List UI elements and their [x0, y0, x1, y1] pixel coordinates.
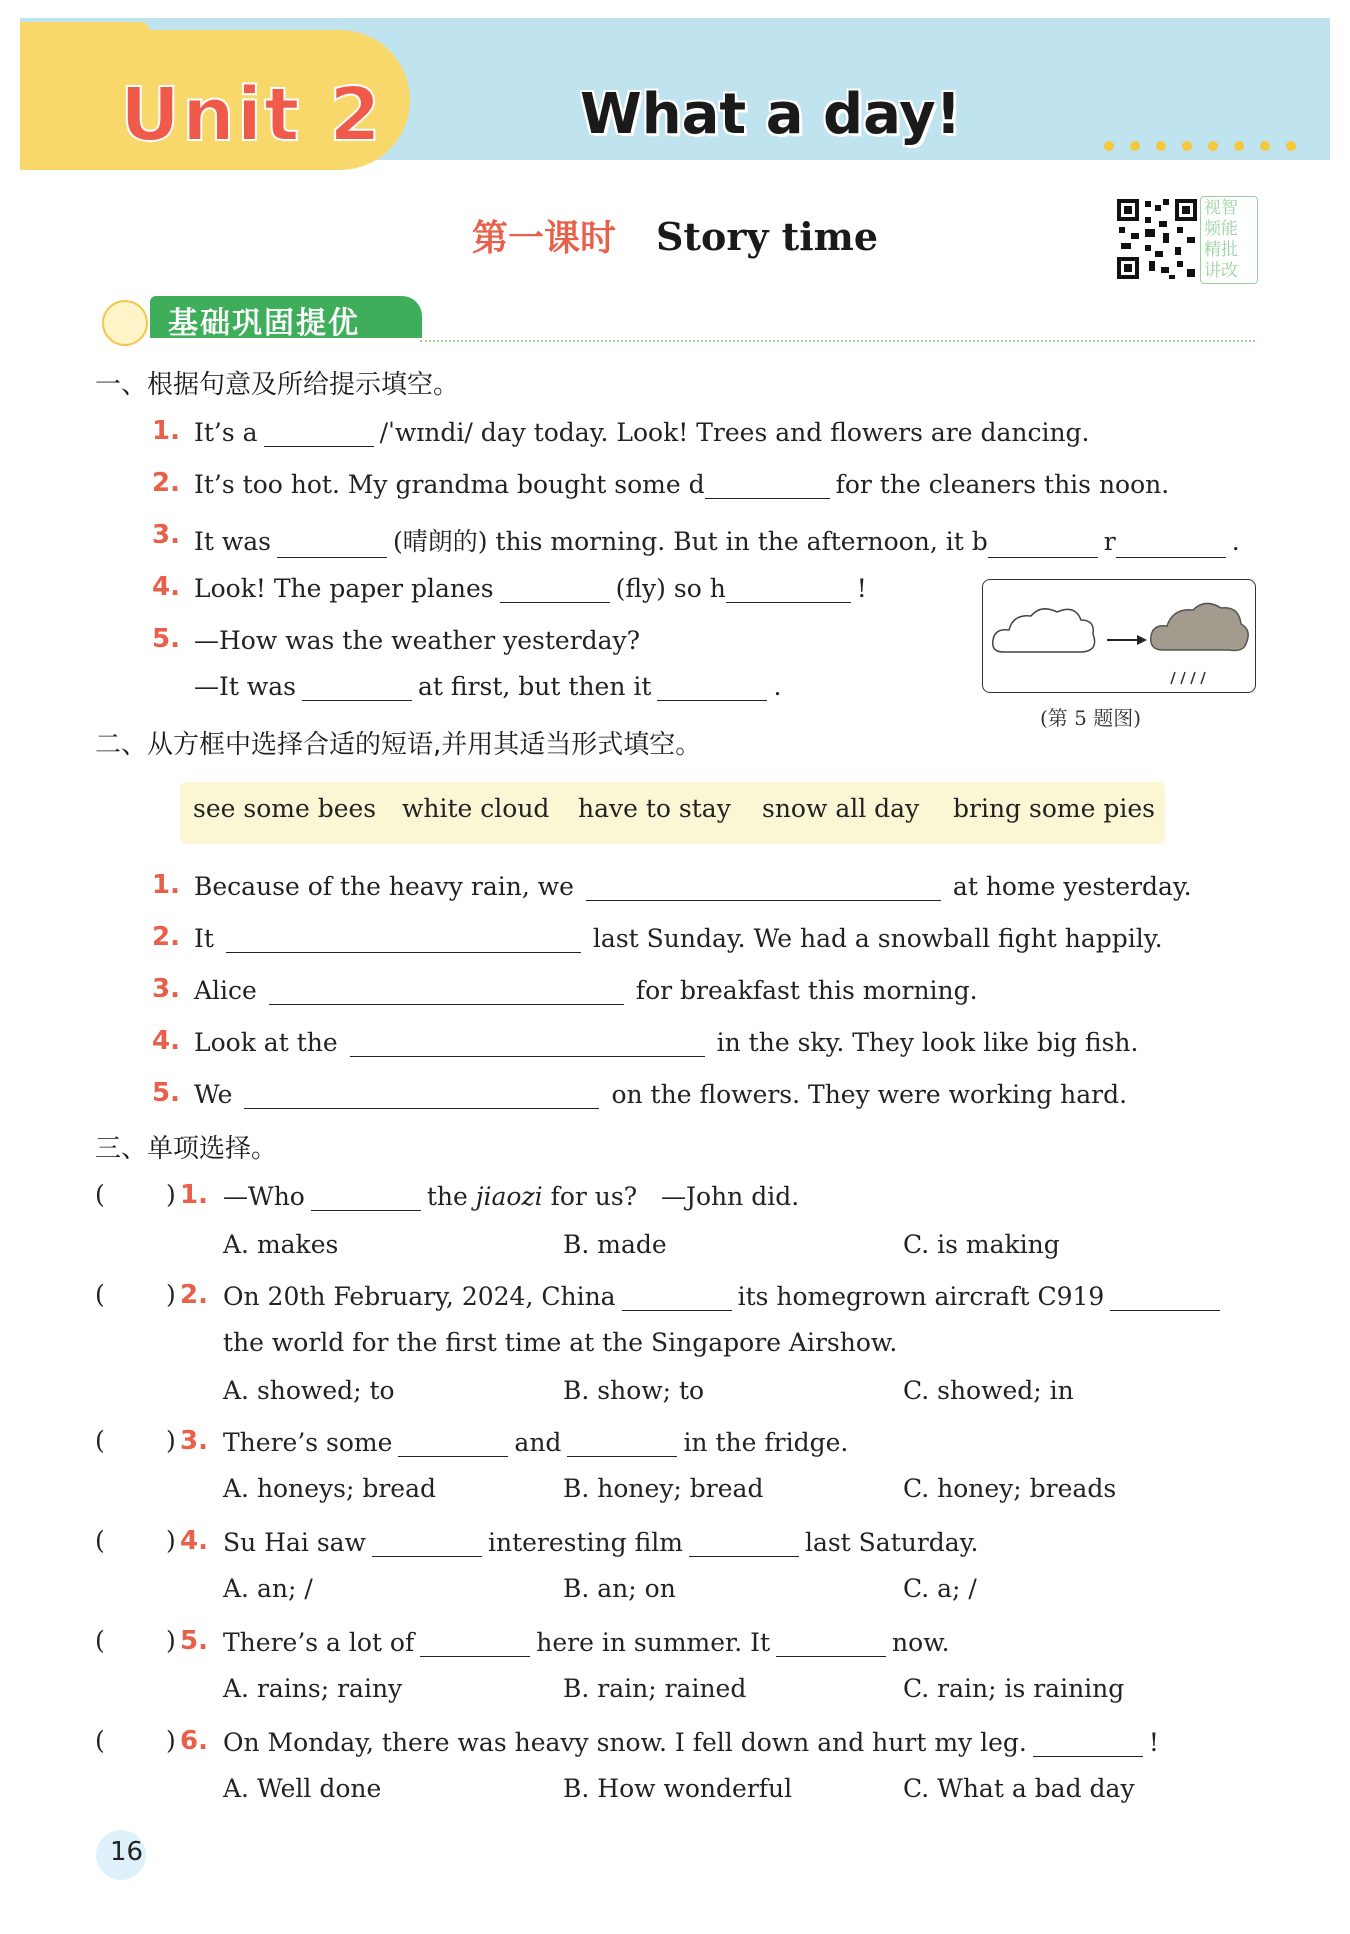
question-number: 2.	[152, 468, 180, 498]
unit-title: What a day!	[580, 82, 962, 147]
text: It’s a	[194, 418, 258, 447]
text: its homegrown aircraft C919	[737, 1282, 1105, 1311]
word-option: bring some pies	[953, 794, 1155, 823]
question-number: 2.	[152, 922, 180, 952]
question-number: 4.	[180, 1526, 208, 1556]
text: the	[426, 1182, 468, 1211]
part1-q2	[194, 470, 1169, 499]
decor-dots	[1104, 136, 1324, 150]
part3-q5	[223, 1628, 950, 1657]
text: We	[194, 1080, 233, 1109]
text: On Monday, there was heavy snow. I fell down and hurt my leg.	[223, 1728, 1027, 1757]
text: in the fridge.	[683, 1428, 849, 1457]
lesson-title-cn: 第一课时	[471, 217, 616, 259]
question-number: 6.	[180, 1726, 208, 1756]
text: It	[194, 924, 214, 953]
part1-q4	[194, 574, 867, 603]
text: for the cleaners this noon.	[835, 470, 1170, 499]
answer-paren-open: (	[95, 1526, 105, 1555]
weather-picture-box	[982, 579, 1256, 693]
answer-blank[interactable]	[264, 420, 374, 447]
lesson-title-en: Story time	[655, 214, 879, 259]
text: —Who	[223, 1182, 305, 1211]
part1-q5-line2	[194, 672, 781, 701]
text: r	[1103, 527, 1116, 556]
question-number: 2.	[180, 1280, 208, 1310]
answer-paren-close: )	[166, 1426, 176, 1455]
answer-blank[interactable]	[1033, 1730, 1143, 1757]
question-number: 3.	[180, 1426, 208, 1456]
word-option: snow all day	[762, 794, 920, 823]
part3-q1	[223, 1182, 799, 1211]
unit-label: Unit 2	[120, 72, 383, 158]
option-b[interactable]: B. How wonderful	[563, 1774, 793, 1803]
part3-q2	[223, 1282, 1226, 1311]
text: at first, but then it	[418, 672, 652, 701]
part1-heading: 一、根据句意及所给提示填空。	[95, 370, 460, 400]
answer-paren-close: )	[166, 1726, 176, 1755]
text: —It was	[194, 672, 297, 701]
option-c[interactable]: C. What a bad day	[903, 1774, 1135, 1803]
text: There’s a lot of	[223, 1628, 415, 1657]
text: —John did.	[660, 1182, 800, 1211]
text: !	[856, 574, 867, 603]
text: It’s too hot. My grandma bought some d	[194, 470, 705, 499]
answer-blank[interactable]	[705, 472, 830, 499]
answer-blank[interactable]	[689, 1530, 799, 1557]
option-c[interactable]: C. rain; is raining	[903, 1674, 1125, 1703]
text: /ˈwɪndi/ day today. Look! Trees and flowers are dancing.	[379, 418, 1090, 447]
option-a[interactable]: A. showed; to	[223, 1376, 395, 1405]
question-number: 5.	[152, 624, 180, 654]
option-c[interactable]: C. showed; in	[903, 1376, 1074, 1405]
qr-label	[1200, 196, 1258, 284]
text: last Sunday. We had a snowball fight happily.	[592, 924, 1163, 953]
text: Look! The paper planes	[194, 574, 494, 603]
option-a[interactable]: A. an; /	[223, 1574, 313, 1603]
answer-blank[interactable]	[726, 576, 851, 603]
answer-paren-close: )	[166, 1526, 176, 1555]
section-divider	[420, 340, 1255, 342]
answer-paren-close: )	[166, 1280, 176, 1309]
answer-blank[interactable]	[269, 978, 624, 1005]
part2-heading: 二、从方框中选择合适的短语,并用其适当形式填空。	[95, 730, 702, 760]
option-a[interactable]: A. honeys; bread	[223, 1474, 436, 1503]
qr-code-icon[interactable]	[1115, 197, 1199, 281]
section-banner-text: 基础巩固提优	[168, 306, 360, 341]
text: Because of the heavy rain, we	[194, 872, 574, 901]
answer-blank[interactable]	[302, 674, 412, 701]
text: jiaozi	[475, 1182, 543, 1211]
qr-label-line: 视智	[1204, 198, 1238, 218]
option-b[interactable]: B. an; on	[563, 1574, 676, 1603]
option-b[interactable]: B. made	[563, 1230, 667, 1259]
question-number: 1.	[180, 1180, 208, 1210]
text: It was	[194, 527, 272, 556]
option-b[interactable]: B. honey; bread	[563, 1474, 764, 1503]
answer-blank[interactable]	[657, 674, 767, 701]
part3-q6	[223, 1728, 1159, 1757]
option-a[interactable]: A. rains; rainy	[223, 1674, 403, 1703]
answer-blank[interactable]	[567, 1430, 677, 1457]
text: Su Hai saw	[223, 1528, 366, 1557]
word-option: see some bees	[193, 794, 377, 823]
answer-blank[interactable]	[398, 1430, 508, 1457]
option-c[interactable]: C. is making	[903, 1230, 1060, 1259]
part3-heading: 三、单项选择。	[95, 1134, 278, 1164]
part3-q3	[223, 1428, 848, 1457]
part2-q4	[194, 1028, 1138, 1057]
option-c[interactable]: C. honey; breads	[903, 1474, 1117, 1503]
answer-blank[interactable]	[586, 874, 941, 901]
question-number: 3.	[152, 520, 180, 550]
option-b[interactable]: B. rain; rained	[563, 1674, 747, 1703]
qr-label-line: 讲改	[1204, 261, 1238, 281]
answer-blank[interactable]	[420, 1630, 530, 1657]
text: On 20th February, 2024, China	[223, 1282, 616, 1311]
question-number: 3.	[152, 974, 180, 1004]
answer-blank[interactable]	[226, 926, 581, 953]
answer-paren-open: (	[95, 1426, 105, 1455]
qr-label-line: 频能	[1204, 219, 1238, 239]
question-number: 5.	[152, 1078, 180, 1108]
part2-q5	[194, 1080, 1127, 1109]
part2-q3	[194, 976, 978, 1005]
answer-paren-close: )	[166, 1626, 176, 1655]
word-option: have to stay	[578, 794, 731, 823]
part3-q4	[223, 1528, 978, 1557]
part2-q2	[194, 924, 1163, 953]
part1-q1	[194, 418, 1090, 447]
text: (晴朗的) this morning. But in the afternoon, it b	[393, 527, 988, 556]
answer-blank[interactable]	[350, 1030, 705, 1057]
text: now.	[892, 1628, 950, 1657]
text: at home yesterday.	[952, 872, 1192, 901]
option-c[interactable]: C. a; /	[903, 1574, 977, 1603]
part2-q1	[194, 872, 1192, 901]
text: Look at the	[194, 1028, 338, 1057]
answer-blank[interactable]	[244, 1082, 599, 1109]
answer-blank[interactable]	[277, 531, 387, 558]
option-a[interactable]: A. makes	[223, 1230, 339, 1259]
question-number: 5.	[180, 1626, 208, 1656]
picture-caption: (第 5 题图)	[1040, 706, 1142, 730]
cloud-to-rain-icon	[983, 580, 1255, 692]
answer-blank[interactable]	[311, 1184, 421, 1211]
answer-blank[interactable]	[1110, 1284, 1220, 1311]
text: here in summer. It	[536, 1628, 771, 1657]
text: (fly) so h	[615, 574, 726, 603]
qr-label-line: 精批	[1204, 240, 1238, 260]
text: There’s some	[223, 1428, 393, 1457]
text: .	[773, 672, 782, 701]
answer-paren-open: (	[95, 1626, 105, 1655]
text: !	[1148, 1728, 1159, 1757]
text: interesting film	[487, 1528, 683, 1557]
question-number: 1.	[152, 416, 180, 446]
question-number: 4.	[152, 572, 180, 602]
text: for breakfast this morning.	[635, 976, 978, 1005]
answer-blank[interactable]	[500, 576, 610, 603]
question-number: 1.	[152, 870, 180, 900]
part3-q2-line2: the world for the first time at the Singapore Airshow.	[223, 1328, 898, 1357]
text: last Saturday.	[804, 1528, 979, 1557]
text: for us?	[550, 1182, 638, 1211]
question-number: 4.	[152, 1026, 180, 1056]
answer-blank[interactable]	[622, 1284, 732, 1311]
option-a[interactable]: A. Well done	[223, 1774, 382, 1803]
answer-paren-open: (	[95, 1280, 105, 1309]
word-option: white cloud	[402, 794, 550, 823]
text: on the flowers. They were working hard.	[611, 1080, 1128, 1109]
page-number: 16	[110, 1837, 144, 1867]
option-b[interactable]: B. show; to	[563, 1376, 705, 1405]
answer-paren-open: (	[95, 1726, 105, 1755]
text: .	[1231, 527, 1240, 556]
text: in the sky. They look like big fish.	[716, 1028, 1139, 1057]
text: Alice	[194, 976, 257, 1005]
answer-blank[interactable]	[372, 1530, 482, 1557]
answer-blank[interactable]	[1116, 531, 1226, 558]
part1-q3	[194, 522, 1240, 558]
answer-blank[interactable]	[988, 531, 1098, 558]
answer-paren-open: (	[95, 1180, 105, 1209]
answer-paren-close: )	[166, 1180, 176, 1209]
lightbulb-book-icon	[102, 300, 148, 346]
text: and	[514, 1428, 562, 1457]
answer-blank[interactable]	[776, 1630, 886, 1657]
part1-q5-line1: —How was the weather yesterday?	[194, 626, 641, 655]
